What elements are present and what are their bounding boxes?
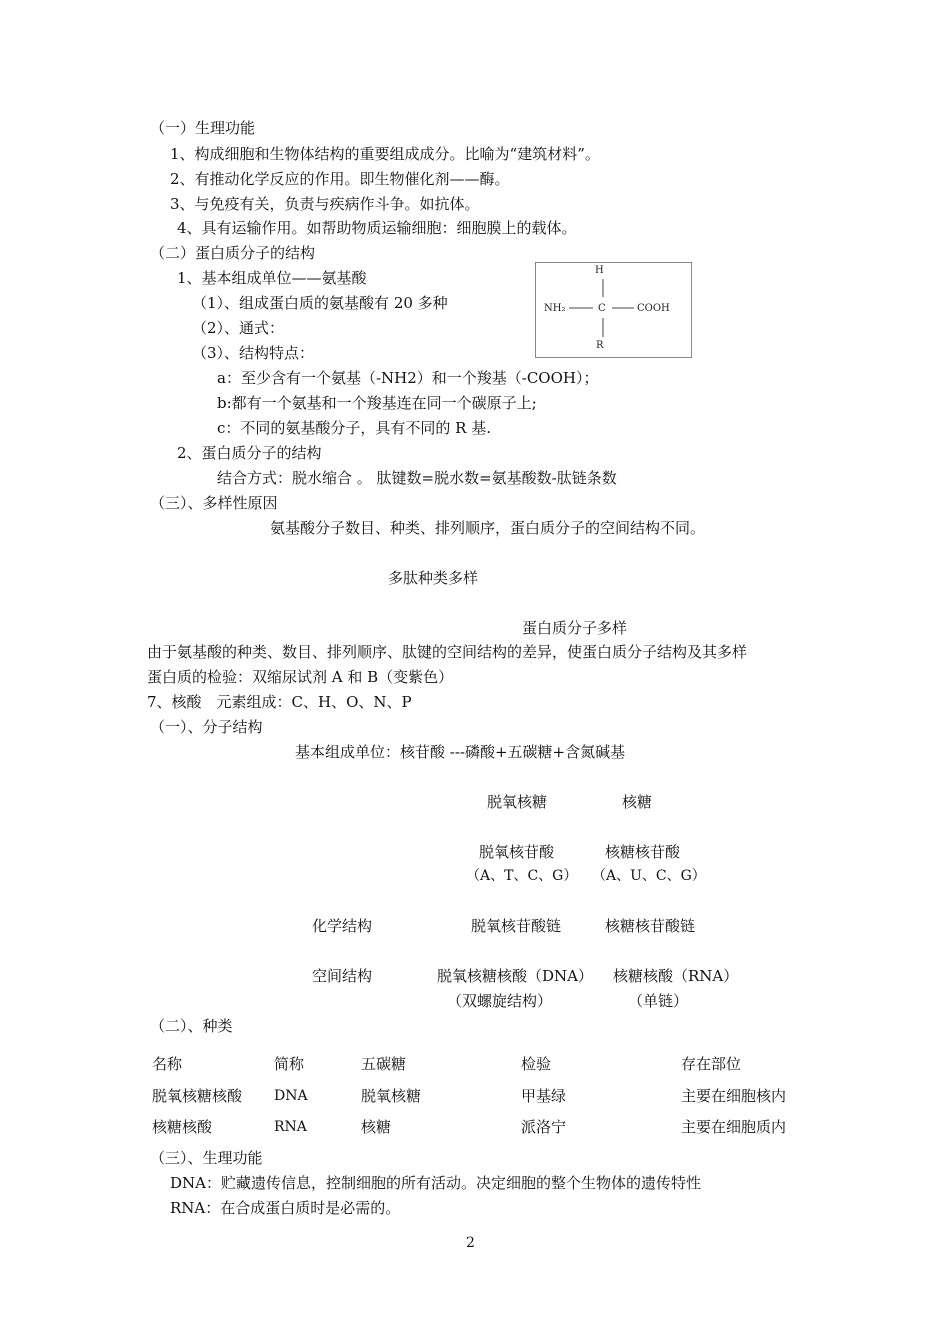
section-title-physiological-function: （一）生理功能 (150, 119, 256, 137)
page-number: 2 (466, 1235, 475, 1251)
bond-formula: 结合方式：脱水缩合 。 肽键数=脱水数=氨基酸数-肽链条数 (217, 469, 617, 487)
single-chain-label: （单链） (628, 992, 689, 1010)
table-cell: RNA (274, 1119, 307, 1135)
ribo-nucleotide-label: 核糖核苷酸 (605, 843, 681, 861)
formula-r: R (596, 340, 604, 351)
rna-function: RNA：在合成蛋白质时是必需的。 (170, 1199, 401, 1217)
table-cell: 主要在细胞质内 (681, 1118, 787, 1136)
deoxy-bases: （A、T、C、G） (466, 868, 578, 884)
amino-acid-count: （1）、组成蛋白质的氨基酸有 20 多种 (192, 294, 448, 312)
deoxy-chain-label: 脱氧核苷酸链 (471, 917, 562, 935)
formula-cooh: COOH (637, 303, 670, 314)
function-item-4: 4、具有运输作用。如帮助物质运输细胞：细胞膜上的载体。 (177, 219, 577, 237)
function-item-2: 2、有推动化学反应的作用。即生物催化剂——酶。 (170, 170, 510, 188)
table-header-location: 存在部位 (681, 1055, 742, 1073)
molecular-structure-title: （一）、分子结构 (150, 718, 263, 736)
structure-features-label: （3）、结构特点： (192, 344, 315, 362)
formula-nh2: NH₂ (544, 303, 566, 314)
protein-diversity: 蛋白质分子多样 (522, 619, 628, 637)
table-cell: 脱氧核糖核酸 (152, 1087, 243, 1105)
table-cell: 核糖 (361, 1118, 392, 1136)
spatial-structure-label: 空间结构 (312, 967, 373, 985)
deoxy-nucleotide-label: 脱氧核苷酸 (479, 843, 555, 861)
function-item-1: 1、构成细胞和生物体结构的重要组成成分。比喻为“建筑材料”。 (170, 145, 600, 163)
amino-acid-formula-diagram (535, 262, 692, 358)
table-cell: 脱氧核糖 (361, 1087, 422, 1105)
dna-function: DNA：贮藏遗传信息，控制细胞的所有活动。决定细胞的整个生物体的遗传特性 (170, 1174, 701, 1192)
feature-b: b:都有一个氨基和一个羧基连在同一个碳原子上; (217, 394, 537, 412)
nucleic-acid-title: 7、核酸 元素组成：C、H、O、N、P (147, 693, 412, 711)
ribo-bases: （A、U、C、G） (592, 868, 706, 884)
rna-full-name: 核糖核酸（RNA） (613, 967, 739, 985)
function-item-3: 3、与免疫有关，负责与疾病作斗争。如抗体。 (170, 195, 480, 213)
table-cell: 主要在细胞核内 (681, 1087, 787, 1105)
diversity-summary: 由于氨基酸的种类、数目、排列顺序、肽键的空间结构的差异，使蛋白质分子结构及其多样 (147, 643, 748, 661)
formula-c: C (598, 303, 606, 314)
protein-structure-title: 2、蛋白质分子的结构 (177, 444, 322, 462)
nucleic-function-title: （三）、生理功能 (150, 1149, 263, 1167)
double-helix-label: （双螺旋结构） (447, 992, 553, 1010)
feature-a: a：至少含有一个氨基（-NH2）和一个羧基（-COOH）； (217, 369, 599, 387)
table-header-name: 名称 (152, 1055, 183, 1073)
table-cell: 核糖核酸 (152, 1118, 213, 1136)
feature-c: c：不同的氨基酸分子，具有不同的 R 基. (217, 419, 492, 437)
table-cell: DNA (274, 1088, 308, 1104)
chemical-structure-label: 化学结构 (312, 917, 373, 935)
nucleotide-basic-unit: 基本组成单位：核苷酸 ---磷酸+五碳糖+含氮碱基 (295, 743, 626, 761)
table-header-abbr: 简称 (274, 1055, 305, 1073)
polypeptide-diversity: 多肽种类多样 (388, 569, 479, 587)
ribo-chain-label: 核糖核苷酸链 (605, 917, 696, 935)
table-header-sugar: 五碳糖 (361, 1055, 407, 1073)
ribose-label: 核糖 (622, 793, 653, 811)
dna-full-name: 脱氧核糖核酸（DNA） (437, 967, 593, 985)
section-title-protein-structure: （二）蛋白质分子的结构 (150, 244, 316, 262)
types-title: （二）、种类 (150, 1017, 233, 1035)
diversity-cause: 氨基酸分子数目、种类、排列顺序，蛋白质分子的空间结构不同。 (270, 519, 706, 537)
basic-unit-title: 1、基本组成单位——氨基酸 (177, 269, 367, 287)
section-title-diversity: （三）、多样性原因 (150, 494, 278, 512)
formula-h: H (595, 265, 604, 276)
table-header-test: 检验 (521, 1055, 552, 1073)
deoxyribose-label: 脱氧核糖 (487, 793, 548, 811)
general-formula-label: （2）、通式： (192, 319, 285, 337)
table-cell: 派洛宁 (521, 1118, 567, 1136)
protein-test: 蛋白质的检验：双缩尿试剂 A 和 B（变紫色） (147, 668, 454, 686)
table-cell: 甲基绿 (521, 1087, 567, 1105)
